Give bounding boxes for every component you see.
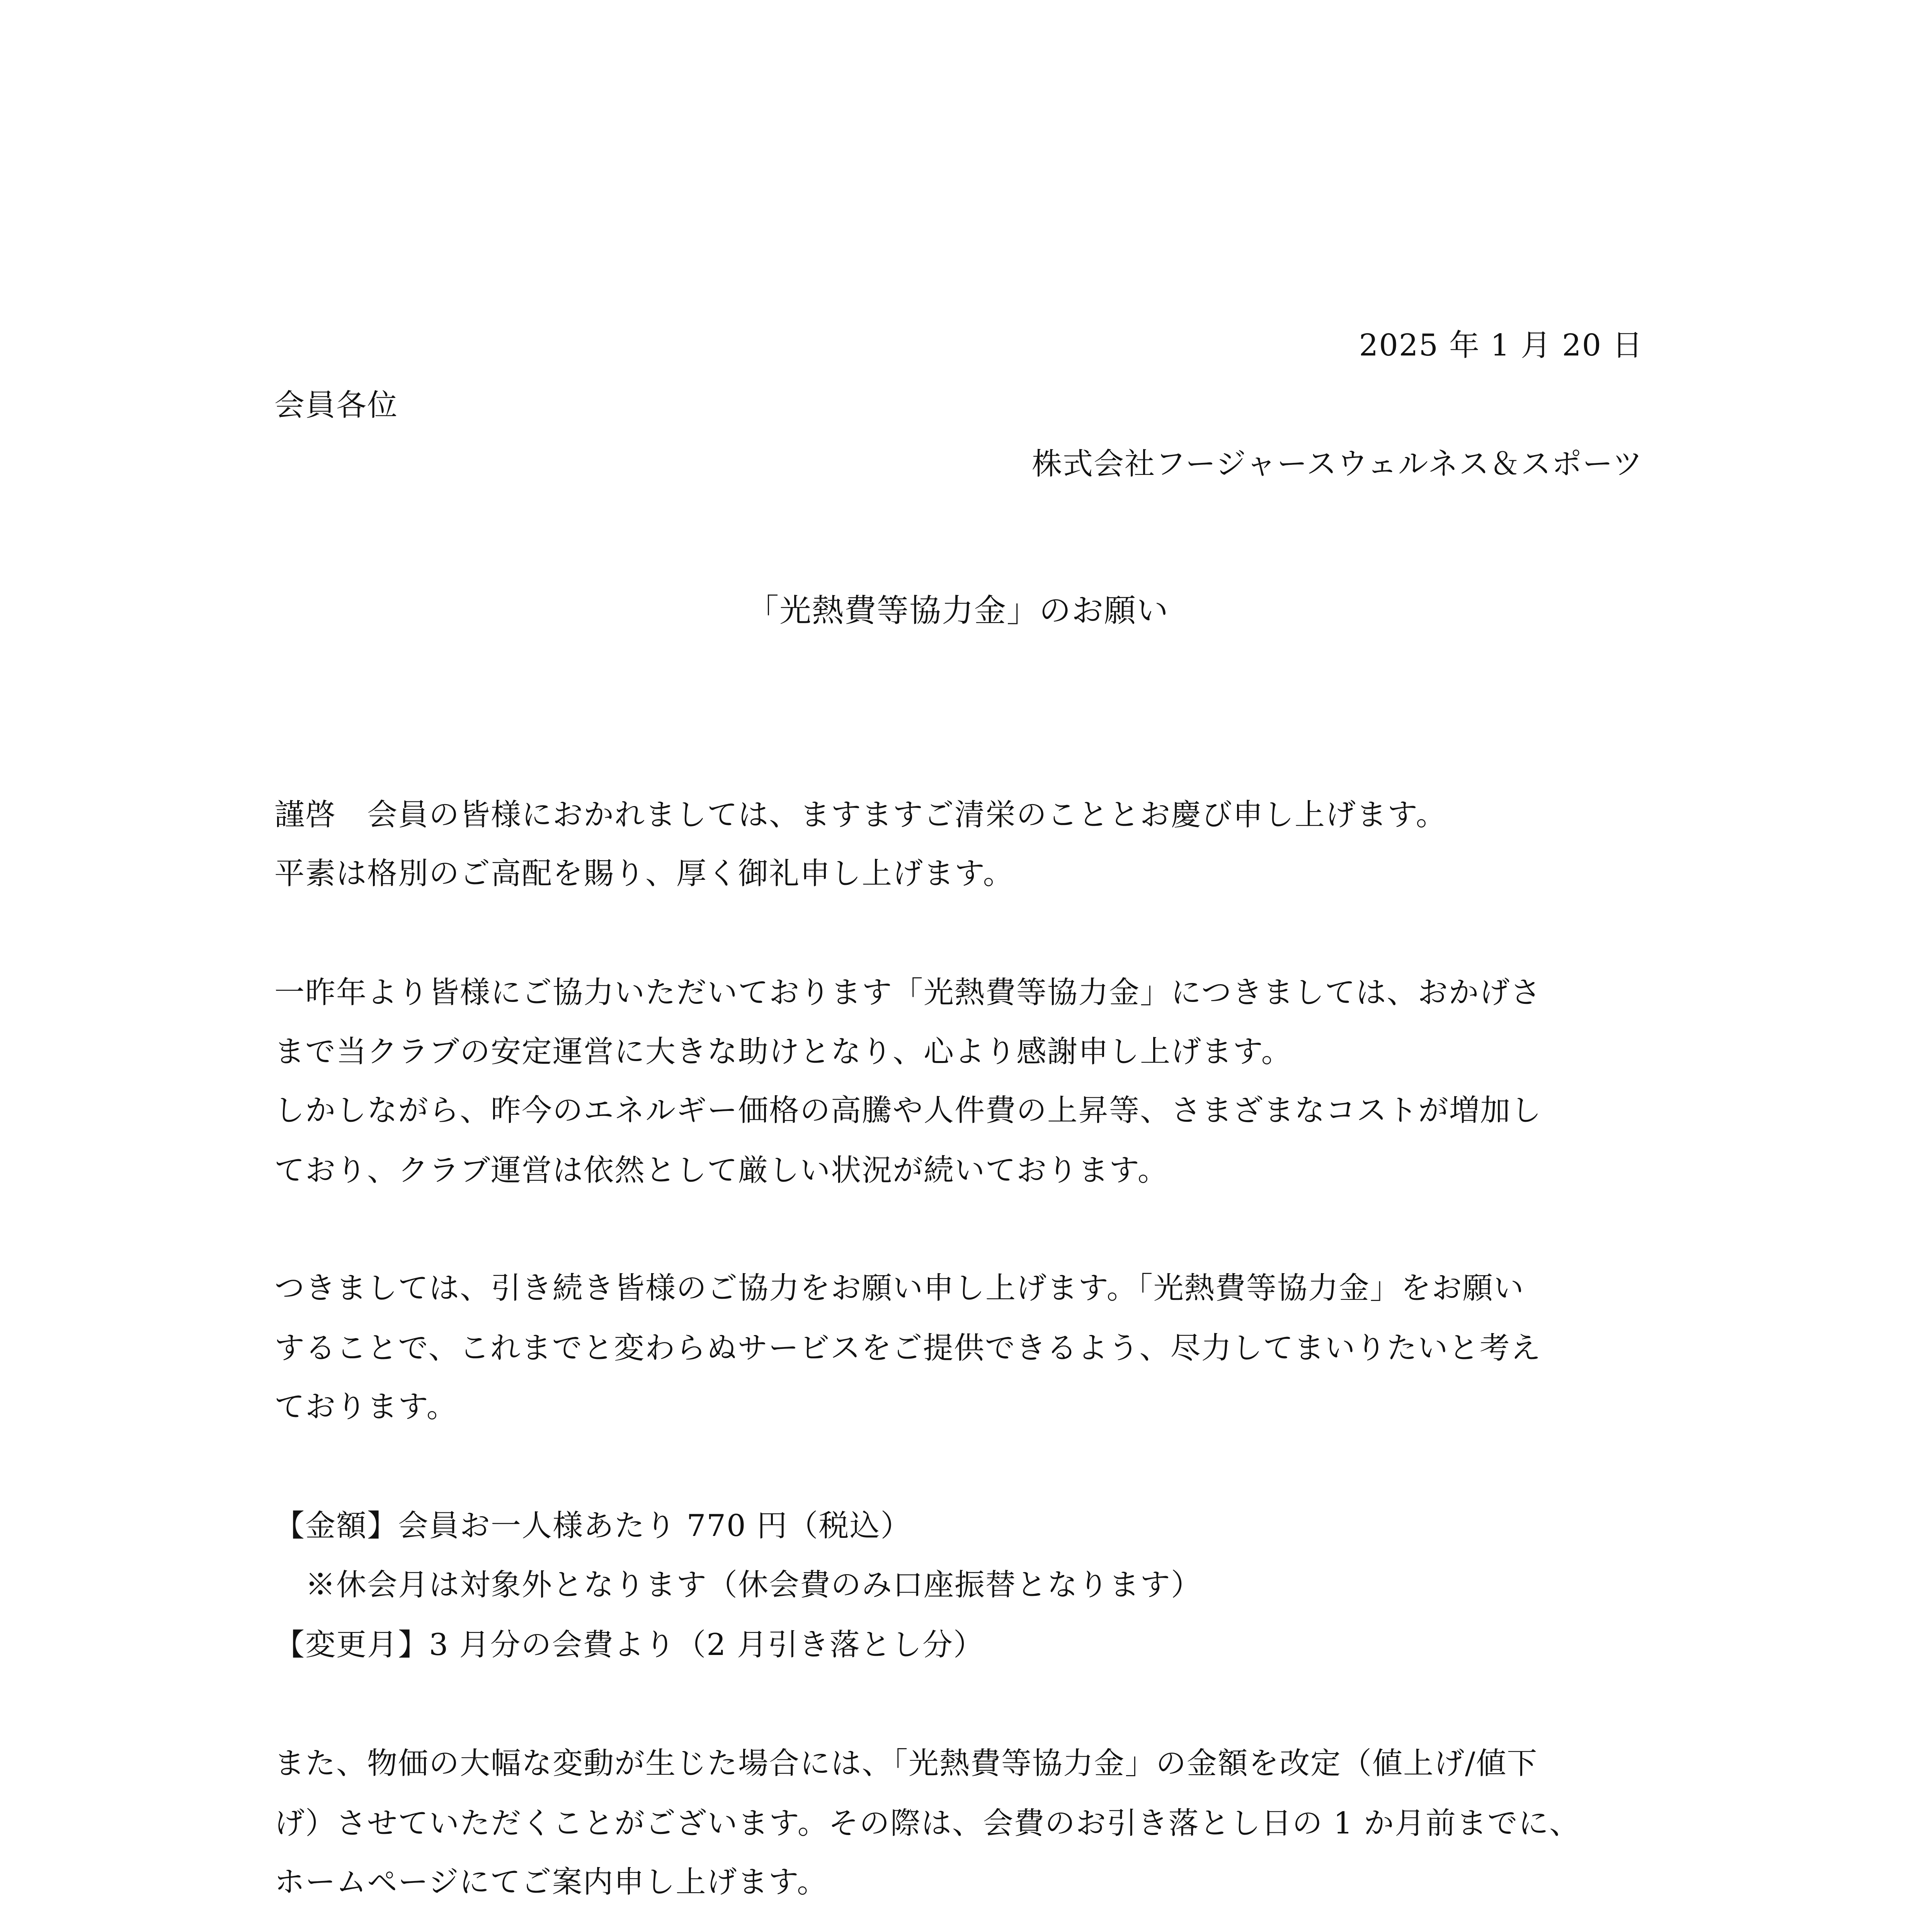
paragraph-1-line-3: しかしながら、昨今のエネルギー価格の高騰や人件費の上昇等、さまざまなコストが増加し bbox=[274, 1093, 1542, 1128]
change-month-line: 【変更月】3 月分の会費より（2 月引き落とし分） bbox=[274, 1628, 984, 1662]
date: 2025 年 1 月 20 日 bbox=[1359, 328, 1643, 363]
greeting-line-1: 謹啓 会員の皆様におかれましては、ますますご清栄のこととお慶び申し上げます。 bbox=[274, 798, 1447, 832]
amount-note: ※休会月は対象外となります（休会費のみ口座振替となります） bbox=[305, 1568, 1202, 1602]
paragraph-2-line-1: つきましては、引き続き皆様のご協力をお願い申し上げます。「光熱費等協力金」をお願い bbox=[274, 1271, 1525, 1306]
amount-line: 【金額】会員お一人様あたり 770 円（税込） bbox=[274, 1509, 912, 1543]
paragraph-1-line-4: ており、クラブ運営は依然として厳しい状況が続いております。 bbox=[274, 1153, 1169, 1188]
document-title: 「光熱費等協力金」のお願い bbox=[747, 592, 1169, 629]
greeting-line-2: 平素は格別のご高配を賜り、厚く御礼申し上げます。 bbox=[274, 856, 1014, 891]
sender: 株式会社フージャースウェルネス＆スポーツ bbox=[1031, 447, 1643, 481]
recipient: 会員各位 bbox=[274, 388, 398, 423]
paragraph-3-line-1: また、物価の大幅な変動が生じた場合には、「光熱費等協力金」の金額を改定（値上げ/値下 bbox=[274, 1746, 1538, 1781]
paragraph-2-line-3: ております。 bbox=[274, 1389, 458, 1424]
paragraph-2-line-2: することで、これまでと変わらぬサービスをご提供できるよう、尽力してまいりたいと考え bbox=[274, 1331, 1542, 1366]
paragraph-3-line-2: げ）させていただくことがございます。その際は、会費のお引き落とし日の 1 か月前までに、 bbox=[274, 1806, 1580, 1841]
paragraph-1-line-1: 一昨年より皆様にご協力いただいております「光熱費等協力金」につきましては、おかげさ bbox=[274, 975, 1542, 1010]
paragraph-3-line-3: ホームページにてご案内申し上げます。 bbox=[274, 1865, 828, 1900]
paragraph-1-line-2: まで当クラブの安定運営に大きな助けとなり、心より感謝申し上げます。 bbox=[274, 1034, 1292, 1069]
